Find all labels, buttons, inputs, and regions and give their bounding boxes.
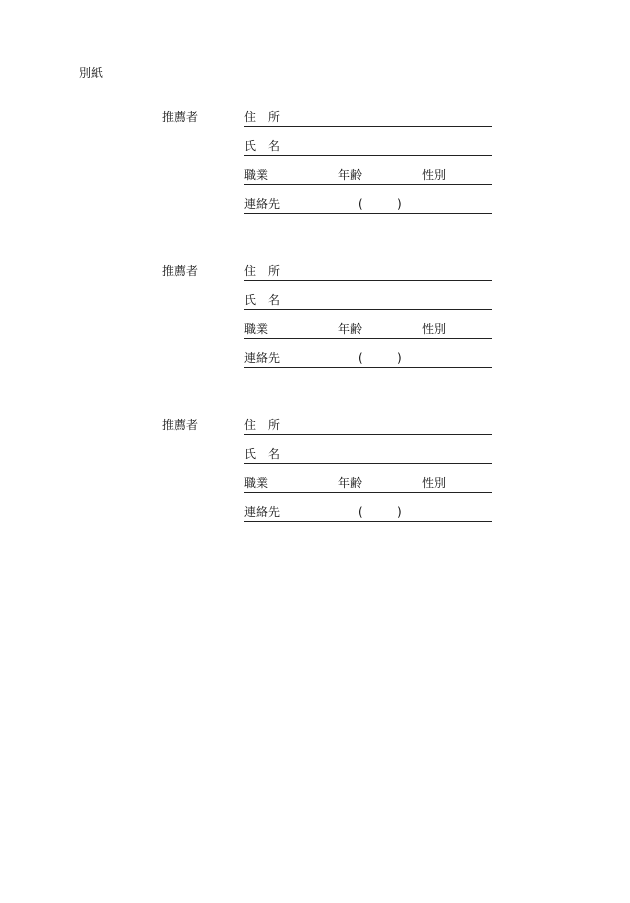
occupation-age-gender-field[interactable]	[244, 476, 492, 493]
paren-open: (	[358, 505, 363, 519]
address-field[interactable]	[244, 110, 492, 127]
contact-label: 連絡先	[244, 505, 281, 519]
paren-close: )	[397, 197, 402, 211]
name-field[interactable]	[244, 447, 492, 464]
gender-label: 性別	[422, 322, 447, 336]
address-label: 住 所	[244, 264, 281, 278]
occupation-label: 職業	[244, 322, 269, 336]
paren-close: )	[397, 505, 402, 519]
contact-field[interactable]	[244, 351, 492, 368]
gender-label: 性別	[422, 476, 447, 490]
recommender-label: 推薦者	[162, 418, 199, 432]
paren-open: (	[358, 197, 363, 211]
age-label: 年齢	[338, 168, 363, 182]
name-label: 氏 名	[244, 293, 281, 307]
occupation-age-gender-field[interactable]	[244, 168, 492, 185]
address-field[interactable]	[244, 264, 492, 281]
paren-close: )	[397, 351, 402, 365]
occupation-label: 職業	[244, 476, 269, 490]
recommender-block-2	[0, 264, 630, 380]
name-label: 氏 名	[244, 139, 281, 153]
gender-label: 性別	[422, 168, 447, 182]
name-label: 氏 名	[244, 447, 281, 461]
contact-field[interactable]	[244, 197, 492, 214]
recommender-block-3	[0, 418, 630, 534]
address-label: 住 所	[244, 110, 281, 124]
contact-label: 連絡先	[244, 197, 281, 211]
recommender-label: 推薦者	[162, 264, 199, 278]
occupation-age-gender-field[interactable]	[244, 322, 492, 339]
age-label: 年齢	[338, 322, 363, 336]
paren-open: (	[358, 351, 363, 365]
contact-field[interactable]	[244, 505, 492, 522]
name-field[interactable]	[244, 139, 492, 156]
age-label: 年齢	[338, 476, 363, 490]
contact-label: 連絡先	[244, 351, 281, 365]
name-field[interactable]	[244, 293, 492, 310]
recommender-block-1	[0, 110, 630, 226]
address-label: 住 所	[244, 418, 281, 432]
recommender-label: 推薦者	[162, 110, 199, 124]
page-label: 別紙	[79, 66, 104, 80]
occupation-label: 職業	[244, 168, 269, 182]
address-field[interactable]	[244, 418, 492, 435]
